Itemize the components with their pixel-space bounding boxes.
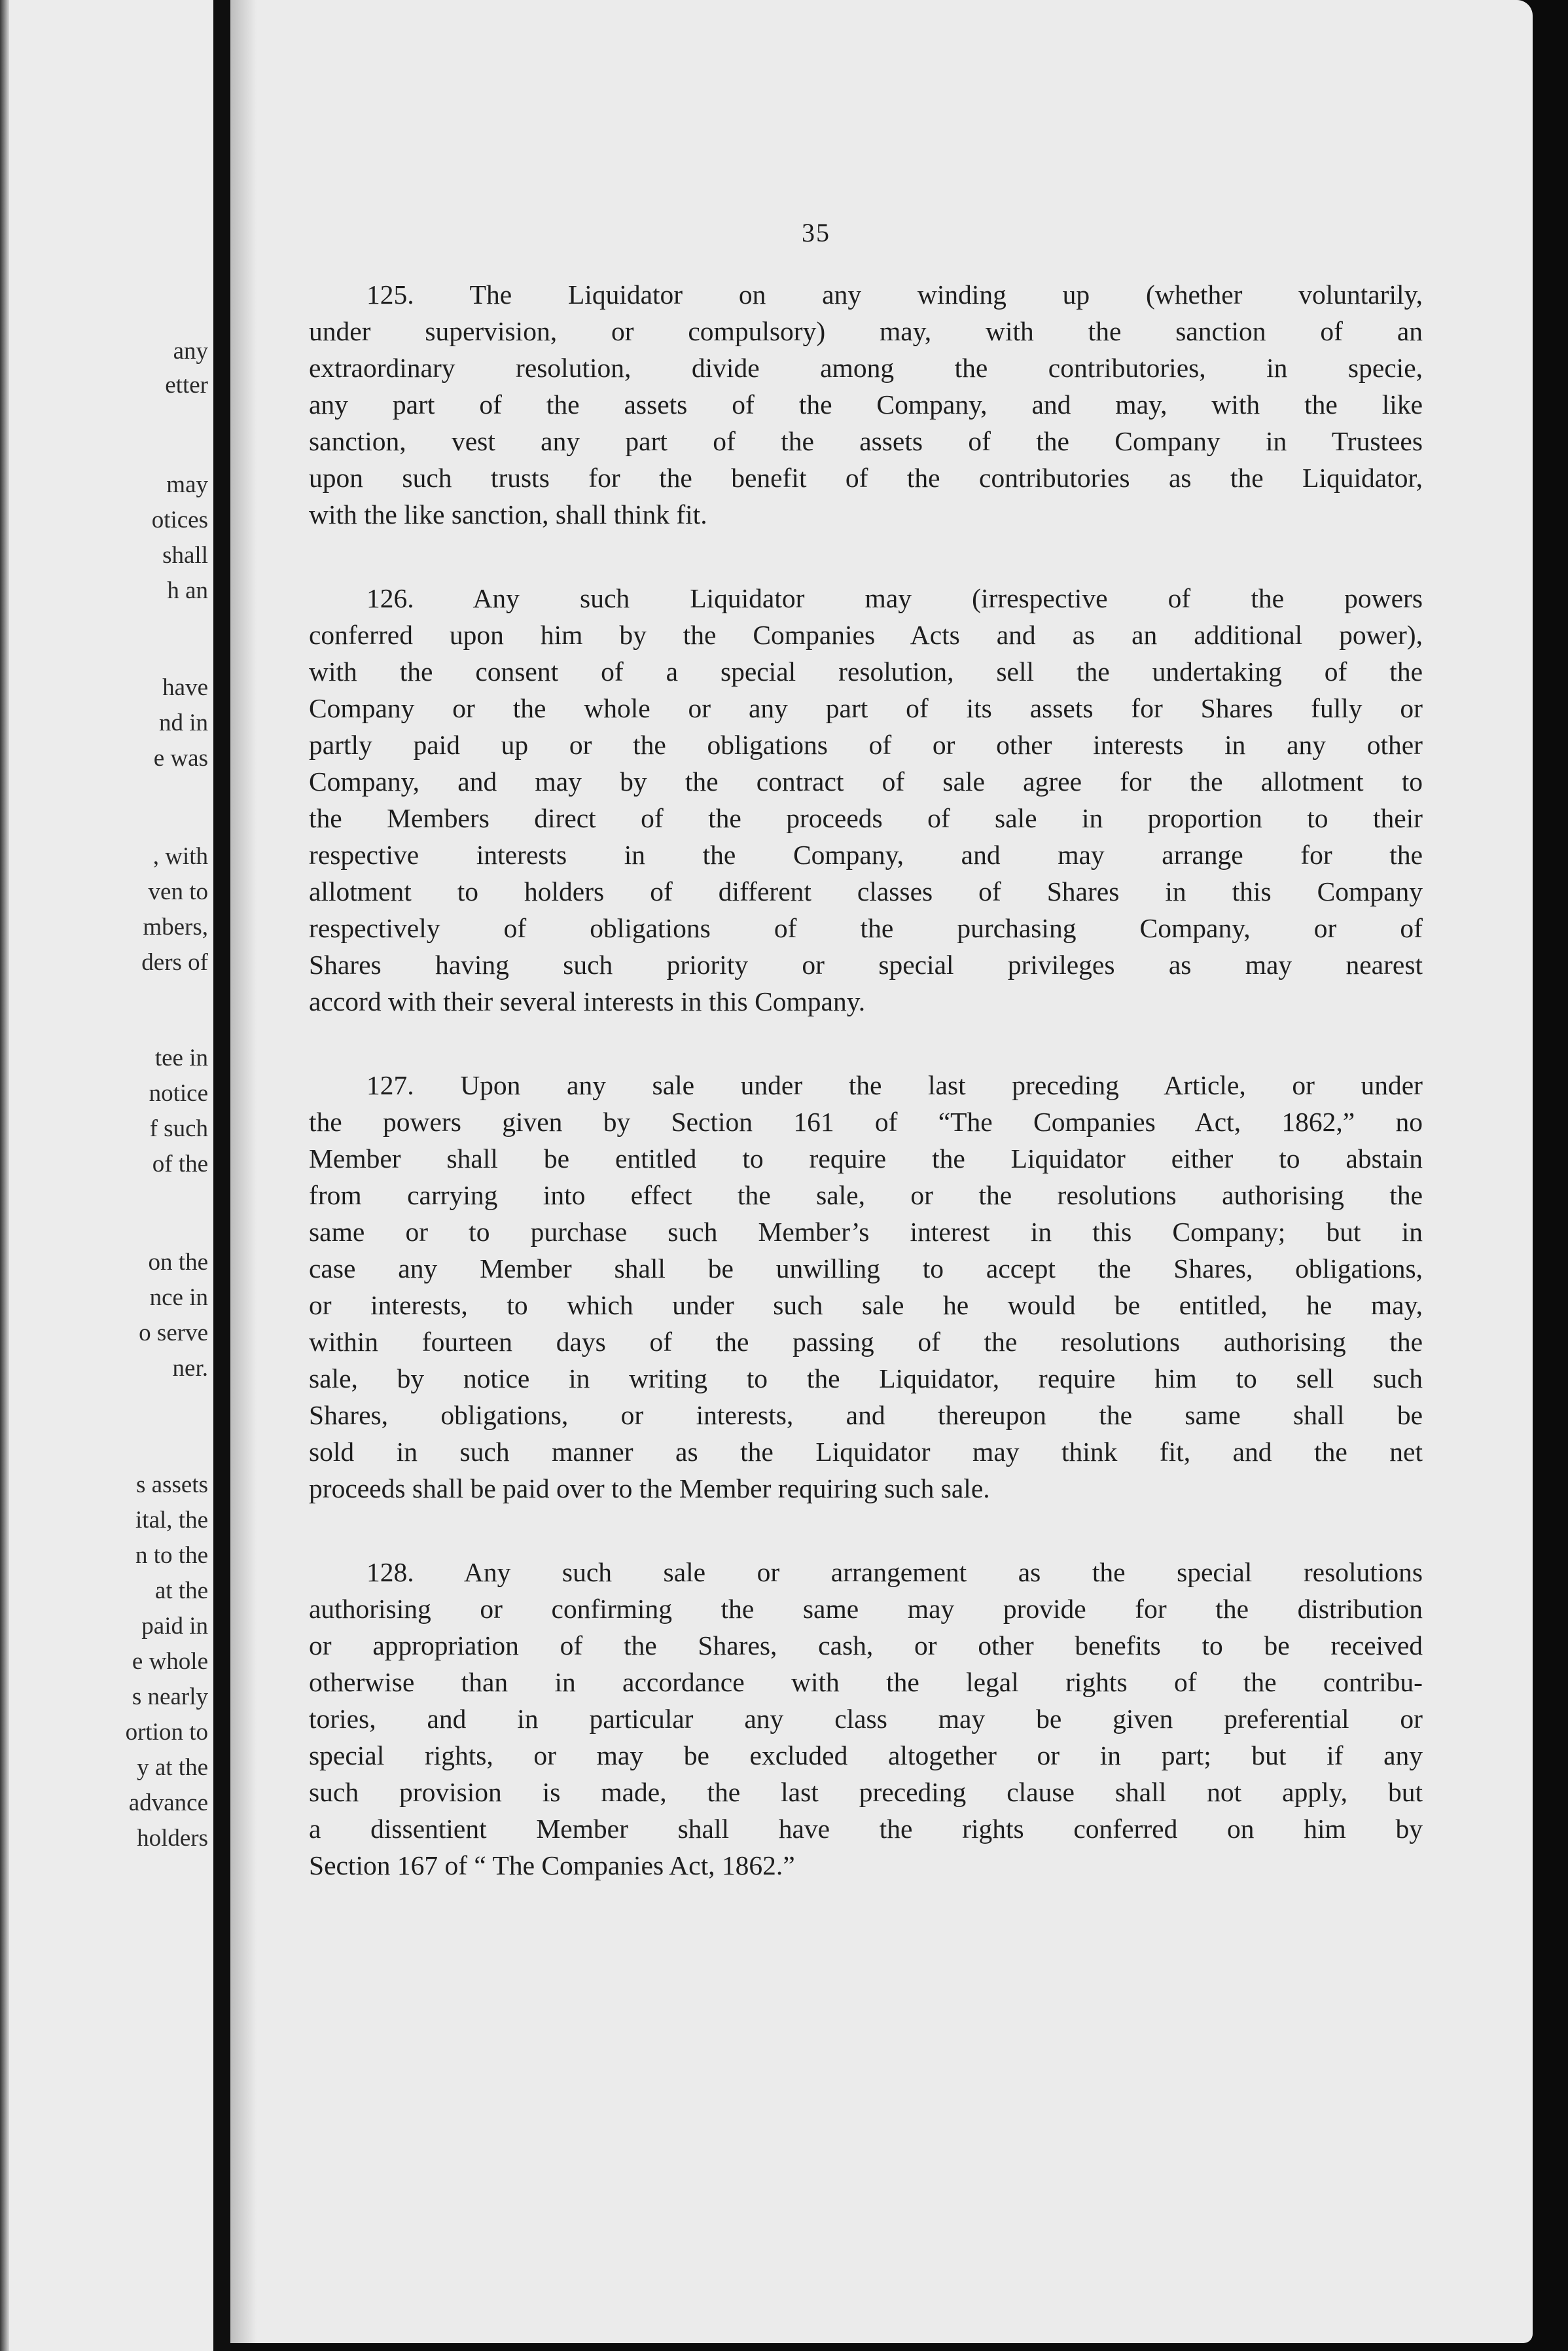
article-paragraph <box>309 1067 1423 1507</box>
article-line: case any Member shall be unwilling to accept the Shares, obligations, <box>309 1253 1423 1283</box>
facing-page-line: mbers, <box>143 914 208 941</box>
right-margin-shadow <box>1533 0 1568 2351</box>
facing-page-line: otices <box>151 507 208 533</box>
facing-page-line: s assets <box>136 1471 208 1498</box>
article-paragraph <box>309 580 1423 1020</box>
page-number: 35 <box>802 218 830 247</box>
article-line: same or to purchase such Member’s interest in this Company; but in <box>309 1217 1423 1247</box>
facing-page-line: n to the <box>135 1542 208 1569</box>
article-line: sanction, vest any part of the assets of the Company in Trustees <box>309 426 1423 456</box>
article-line: accord with their several interests in this Company. <box>309 986 866 1016</box>
article-line: any part of the assets of the Company, and may, with the like <box>309 389 1423 420</box>
article-line: allotment to holders of different classes of Shares in this Company <box>309 876 1423 906</box>
facing-page-line: ital, the <box>135 1507 208 1534</box>
article-line: within fourteen days of the passing of the resolutions authorising the <box>309 1327 1423 1357</box>
facing-page-line: of the <box>152 1151 208 1177</box>
article-line: Shares having such priority or special privileges as may nearest <box>309 950 1423 980</box>
facing-page-line: s nearly <box>132 1683 208 1710</box>
facing-page-line: , with <box>152 843 208 870</box>
facing-page-line: o serve <box>139 1319 208 1346</box>
facing-page-line: y at the <box>137 1754 208 1781</box>
facing-page <box>0 0 213 2351</box>
article-line: a dissentient Member shall have the rights conferred on him by <box>309 1814 1423 1844</box>
article-line: such provision is made, the last preceding clause shall not apply, but <box>309 1777 1423 1807</box>
facing-page-line: ortion to <box>125 1719 208 1746</box>
main-page <box>230 0 1533 2343</box>
facing-page-line: holders <box>137 1825 208 1852</box>
article-line: the Members direct of the proceeds of sale in proportion to their <box>309 803 1423 833</box>
facing-page-line: notice <box>149 1080 208 1107</box>
facing-page-line: ner. <box>172 1355 208 1382</box>
article-line: special rights, or may be excluded altogether or in part; but if any <box>309 1740 1423 1770</box>
article-line: or interests, to which under such sale he would be entitled, he may, <box>309 1290 1423 1320</box>
article-line: authorising or confirming the same may provide for the distribution <box>309 1594 1423 1624</box>
facing-page-line: tee in <box>154 1045 208 1071</box>
article-line: tories, and in particular any class may be given preferential or <box>309 1704 1423 1734</box>
facing-page-line: shall <box>162 542 208 569</box>
facing-page-line: e was <box>153 745 208 772</box>
article-line: Shares, obligations, or interests, and thereupon the same shall be <box>309 1400 1423 1430</box>
article-line: sold in such manner as the Liquidator may think fit, and the net <box>309 1437 1423 1467</box>
article-line: upon such trusts for the benefit of the contributories as the Liquidator, <box>309 463 1423 493</box>
article-line: proceeds shall be paid over to the Member requiring such sale. <box>309 1473 990 1503</box>
facing-page-line: e whole <box>132 1648 208 1675</box>
article-text-column <box>309 276 1423 1931</box>
article-line: Member shall be entitled to require the Liquidator either to abstain <box>309 1143 1423 1174</box>
page-edge-shadow <box>0 0 9 2351</box>
article-line: with the consent of a special resolution, sell the undertaking of the <box>309 656 1423 687</box>
article-line: extraordinary resolution, divide among the contributories, in specie, <box>309 353 1423 383</box>
article-line: partly paid up or the obligations of or other interests in any other <box>309 730 1423 760</box>
article-line: with the like sanction, shall think fit. <box>309 499 707 529</box>
facing-page-line: at the <box>154 1577 208 1604</box>
article-line: or appropriation of the Shares, cash, or other benefits to be received <box>309 1630 1423 1660</box>
facing-page-line: ven to <box>148 878 208 905</box>
facing-page-line: ders of <box>141 949 208 976</box>
facing-page-line: paid in <box>141 1613 208 1640</box>
article-line: respectively of obligations of the purchasing Company, or of <box>309 913 1423 943</box>
facing-page-line: f such <box>149 1115 208 1142</box>
facing-page-line: any <box>173 338 208 365</box>
article-line: otherwise than in accordance with the legal rights of the contribu- <box>309 1667 1423 1697</box>
article-line: Company, and may by the contract of sale agree for the allotment to <box>309 766 1423 797</box>
article-first-line: 125. The Liquidator on any winding up (whether voluntarily, <box>366 279 1423 310</box>
article-first-line: 127. Upon any sale under the last preceding Article, or under <box>366 1070 1423 1100</box>
facing-page-line: have <box>162 674 208 701</box>
article-line: from carrying into effect the sale, or the resolutions authorising the <box>309 1180 1423 1210</box>
article-line: Company or the whole or any part of its assets for Shares fully or <box>309 693 1423 723</box>
article-paragraph <box>309 276 1423 533</box>
article-first-line: 126. Any such Liquidator may (irrespective of the powers <box>366 583 1423 613</box>
facing-page-line: on the <box>148 1249 208 1276</box>
article-line: Section 167 of “ The Companies Act, 1862.” <box>309 1850 795 1880</box>
facing-page-line: nd in <box>158 709 208 736</box>
book-gutter <box>213 0 230 2351</box>
facing-page-line: may <box>166 471 208 498</box>
facing-page-line: nce in <box>149 1284 208 1311</box>
article-line: sale, by notice in writing to the Liquidator, require him to sell such <box>309 1363 1423 1393</box>
article-line: the powers given by Section 161 of “The Companies Act, 1862,” no <box>309 1107 1423 1137</box>
article-first-line: 128. Any such sale or arrangement as the special resolutions <box>366 1557 1423 1587</box>
facing-page-line: advance <box>128 1789 208 1816</box>
article-paragraph <box>309 1554 1423 1884</box>
article-line: under supervision, or compulsory) may, with the sanction of an <box>309 316 1423 346</box>
article-line: conferred upon him by the Companies Acts and as an additional power), <box>309 620 1423 650</box>
article-line: respective interests in the Company, and may arrange for the <box>309 840 1423 870</box>
facing-page-line: etter <box>165 372 208 399</box>
facing-page-line: h an <box>167 577 208 604</box>
